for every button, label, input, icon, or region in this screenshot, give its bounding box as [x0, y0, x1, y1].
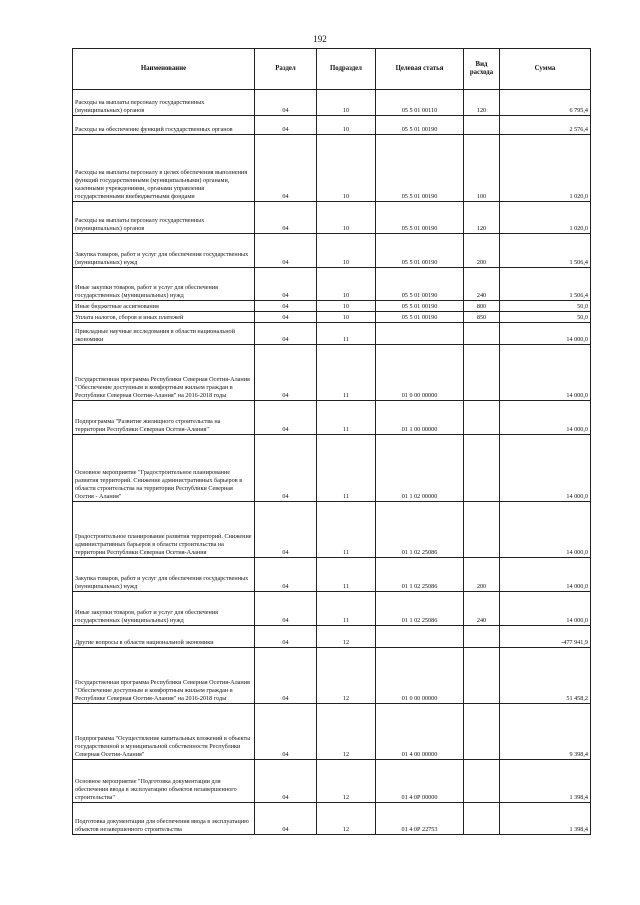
cell-section: 04	[255, 803, 317, 835]
cell-section: 04	[255, 202, 317, 234]
cell-name: Иные закупки товаров, работ и услуг для обеспечения государственных (муниципальных) нужд	[73, 592, 255, 626]
cell-expense-type	[464, 323, 500, 345]
cell-subsection: 11	[317, 592, 376, 626]
cell-section: 04	[255, 401, 317, 435]
cell-sum: 14 000,0	[500, 592, 591, 626]
cell-subsection: 10	[317, 312, 376, 323]
table-row	[73, 135, 591, 202]
cell-sum: 1 398,4	[500, 760, 591, 803]
cell-name: Подпрограмма "Осуществление капитальных вложений в объекты государственной и муниципальной собственности Республики Северная Осетия-Алания"	[73, 704, 255, 760]
cell-target	[376, 626, 464, 648]
cell-sum: 9 398,4	[500, 704, 591, 760]
cell-subsection: 10	[317, 135, 376, 202]
cell-target: 01 4 00 00000	[376, 704, 464, 760]
cell-sum: 14 000,0	[500, 435, 591, 502]
cell-target: 01 1 00 00000	[376, 401, 464, 435]
cell-target: 05 5 01 00190	[376, 234, 464, 268]
table-row	[73, 626, 591, 648]
cell-target: 01 4 0Р 22753	[376, 803, 464, 835]
cell-sum: 1 506,4	[500, 268, 591, 301]
cell-name: Уплата налогов, сборов и иных платежей	[73, 312, 255, 323]
header-name: Наименование	[73, 49, 255, 90]
cell-subsection: 10	[317, 90, 376, 116]
budget-table	[72, 48, 591, 835]
cell-sum: 2 576,4	[500, 116, 591, 135]
cell-target: 01 0 00 00000	[376, 648, 464, 704]
cell-subsection: 12	[317, 626, 376, 648]
cell-section: 04	[255, 435, 317, 502]
cell-target: 01 1 02 25086	[376, 502, 464, 558]
cell-expense-type: 120	[464, 90, 500, 116]
cell-section: 04	[255, 234, 317, 268]
table-row	[73, 312, 591, 323]
cell-section: 04	[255, 592, 317, 626]
cell-section: 04	[255, 345, 317, 401]
cell-sum: 14 000,0	[500, 502, 591, 558]
cell-expense-type: 240	[464, 268, 500, 301]
table-row	[73, 345, 591, 401]
cell-subsection: 11	[317, 435, 376, 502]
cell-section: 04	[255, 323, 317, 345]
header-sum: Сумма	[500, 49, 591, 90]
header-subsection: Подраздел	[317, 49, 376, 90]
cell-expense-type	[464, 626, 500, 648]
cell-section: 04	[255, 558, 317, 592]
cell-target: 05 5 01 00190	[376, 268, 464, 301]
cell-name: Основное мероприятие "Подготовка документации для обеспечения ввода в эксплуатацию объектов незавершенного строительства"	[73, 760, 255, 803]
cell-target: 01 4 0Р 00000	[376, 760, 464, 803]
cell-name: Государственная программа Республики Северная Осетия-Алания "Обеспечение доступным и комфортным жильем граждан в Республике Северная Осетия-Алания" на 2016-2018 годы	[73, 345, 255, 401]
cell-target	[376, 323, 464, 345]
cell-expense-type: 200	[464, 234, 500, 268]
cell-expense-type	[464, 435, 500, 502]
cell-sum: -477 941,9	[500, 626, 591, 648]
table-row	[73, 301, 591, 312]
cell-expense-type: 100	[464, 135, 500, 202]
cell-sum: 1 506,4	[500, 234, 591, 268]
cell-sum: 1 398,4	[500, 803, 591, 835]
cell-target: 01 1 02 25086	[376, 558, 464, 592]
cell-subsection: 10	[317, 268, 376, 301]
cell-name: Основное мероприятие "Градостроительное планирование развития территорий. Снижение административных барьеров в области строительства на территории Республики Северная Осетия - Алания"	[73, 435, 255, 502]
table-row	[73, 401, 591, 435]
cell-target: 05 5 01 00190	[376, 312, 464, 323]
cell-target: 01 0 00 00000	[376, 345, 464, 401]
cell-target: 05 5 01 00190	[376, 301, 464, 312]
cell-target: 01 1 02 25086	[376, 592, 464, 626]
cell-name: Закупка товаров, работ и услуг для обеспечения государственных (муниципальных) нужд	[73, 234, 255, 268]
page-number: 192	[313, 34, 327, 44]
cell-sum: 14 000,0	[500, 558, 591, 592]
cell-name: Подпрограмма "Развитие жилищного строительства на территории Республики Северная Осетия-Алания"	[73, 401, 255, 435]
cell-subsection: 12	[317, 648, 376, 704]
cell-sum: 51 458,2	[500, 648, 591, 704]
cell-section: 04	[255, 626, 317, 648]
cell-subsection: 10	[317, 234, 376, 268]
cell-expense-type	[464, 803, 500, 835]
cell-target: 05 5 01 00190	[376, 135, 464, 202]
cell-section: 04	[255, 312, 317, 323]
cell-name: Градостроительное планирование развития территорий. Снижение административных барьеров в области строительства на территории Республики Северная Осетия-Алания	[73, 502, 255, 558]
cell-expense-type	[464, 116, 500, 135]
table-row	[73, 268, 591, 301]
cell-sum: 1 020,0	[500, 202, 591, 234]
cell-section: 04	[255, 90, 317, 116]
table-row	[73, 760, 591, 803]
header-expense-type: Вид расхода	[464, 49, 500, 90]
table-header-row	[73, 49, 591, 90]
cell-expense-type	[464, 502, 500, 558]
cell-name: Закупка товаров, работ и услуг для обеспечения государственных (муниципальных) нужд	[73, 558, 255, 592]
cell-name: Расходы на выплаты персоналу государственных (муниципальных) органов	[73, 202, 255, 234]
cell-expense-type: 200	[464, 558, 500, 592]
cell-expense-type	[464, 760, 500, 803]
table-row	[73, 323, 591, 345]
table-row	[73, 90, 591, 116]
cell-subsection: 11	[317, 558, 376, 592]
header-section: Раздел	[255, 49, 317, 90]
cell-expense-type	[464, 401, 500, 435]
cell-sum: 14 000,0	[500, 323, 591, 345]
table-row	[73, 502, 591, 558]
cell-name: Государственная программа Республики Северная Осетия-Алания "Обеспечение доступным и комфортным жильем граждан в Республике Северная Осетия-Алания" на 2016-2018 годы	[73, 648, 255, 704]
cell-sum: 14 000,0	[500, 345, 591, 401]
cell-section: 04	[255, 116, 317, 135]
cell-subsection: 11	[317, 345, 376, 401]
cell-target: 05 5 01 00190	[376, 202, 464, 234]
cell-subsection: 11	[317, 323, 376, 345]
table-row	[73, 116, 591, 135]
header-target: Целевая статья	[376, 49, 464, 90]
cell-section: 04	[255, 502, 317, 558]
cell-name: Подготовка документации для обеспечения ввода в эксплуатацию объектов незавершенного строительства	[73, 803, 255, 835]
cell-name: Иные закупки товаров, работ и услуг для обеспечения государственных (муниципальных) нужд	[73, 268, 255, 301]
cell-subsection: 12	[317, 760, 376, 803]
cell-name: Другие вопросы в области национальной экономики	[73, 626, 255, 648]
cell-expense-type	[464, 648, 500, 704]
cell-section: 04	[255, 268, 317, 301]
cell-name: Расходы на выплаты персоналу в целях обеспечения выполнения функций государственными (муниципальными) органами, казенными учреждениями, органами управления государственными внебюджетными фондами	[73, 135, 255, 202]
cell-section: 04	[255, 301, 317, 312]
cell-target: 01 1 02 00000	[376, 435, 464, 502]
cell-name: Прикладные научные исследования в области национальной экономики	[73, 323, 255, 345]
cell-subsection: 10	[317, 116, 376, 135]
cell-name: Расходы на выплаты персоналу государственных (муниципальных) органов	[73, 90, 255, 116]
table-body	[73, 90, 591, 835]
table-row	[73, 202, 591, 234]
cell-expense-type: 240	[464, 592, 500, 626]
cell-sum: 50,0	[500, 312, 591, 323]
cell-subsection: 10	[317, 202, 376, 234]
cell-target: 05 5 01 00110	[376, 90, 464, 116]
cell-section: 04	[255, 704, 317, 760]
cell-expense-type: 120	[464, 202, 500, 234]
cell-subsection: 12	[317, 704, 376, 760]
table-row	[73, 648, 591, 704]
cell-name: Расходы на обеспечение функций государственных органов	[73, 116, 255, 135]
table-row	[73, 435, 591, 502]
table-row	[73, 234, 591, 268]
cell-name: Иные бюджетные ассигнования	[73, 301, 255, 312]
table-row	[73, 592, 591, 626]
cell-subsection: 11	[317, 401, 376, 435]
table-row	[73, 803, 591, 835]
cell-sum: 50,0	[500, 301, 591, 312]
table-row	[73, 558, 591, 592]
cell-subsection: 12	[317, 803, 376, 835]
cell-target: 05 5 01 00190	[376, 116, 464, 135]
cell-sum: 14 000,0	[500, 401, 591, 435]
cell-section: 04	[255, 135, 317, 202]
cell-expense-type	[464, 345, 500, 401]
cell-expense-type	[464, 704, 500, 760]
cell-sum: 1 020,0	[500, 135, 591, 202]
cell-subsection: 11	[317, 502, 376, 558]
table-row	[73, 704, 591, 760]
cell-sum: 6 795,4	[500, 90, 591, 116]
cell-section: 04	[255, 760, 317, 803]
cell-subsection: 10	[317, 301, 376, 312]
cell-section: 04	[255, 648, 317, 704]
cell-expense-type: 850	[464, 312, 500, 323]
cell-expense-type: 800	[464, 301, 500, 312]
